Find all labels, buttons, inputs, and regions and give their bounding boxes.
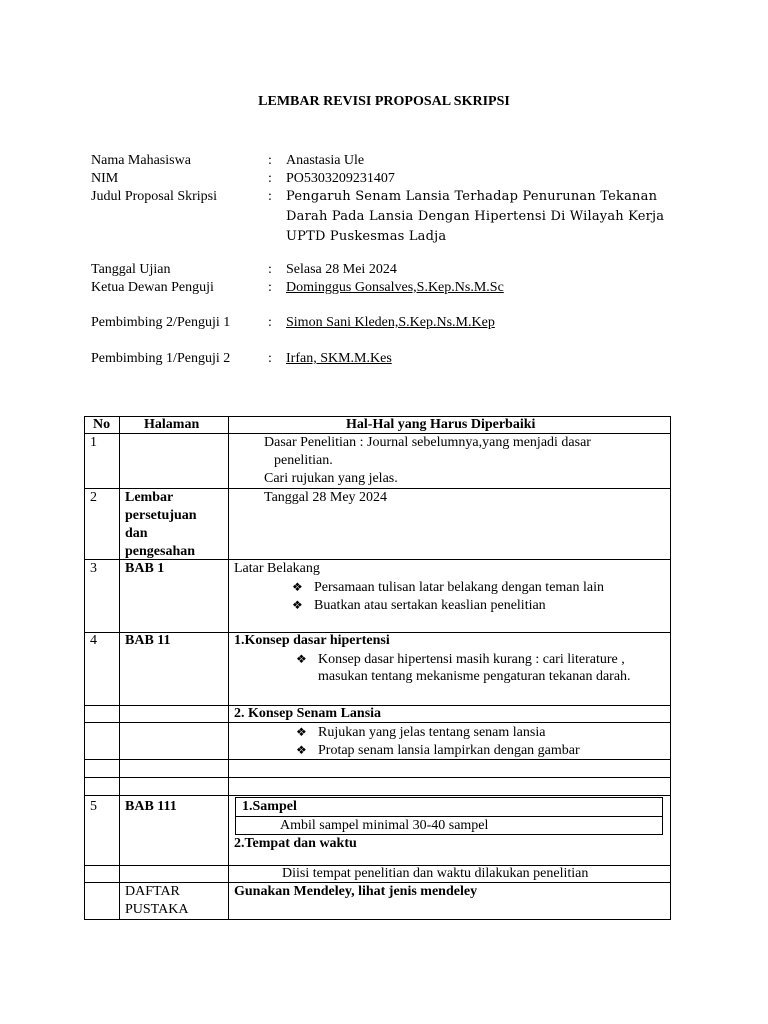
bullet-item (296, 650, 625, 669)
tanggal-value: Selasa 28 Mei 2024 (286, 262, 397, 277)
column-divider (228, 416, 229, 920)
row2-halaman: persetujuan (125, 508, 197, 523)
ketua-value: Dominggus Gonsalves,S.Kep.Ns.M.Sc (286, 280, 504, 295)
bullet-text-continued: masukan tentang mekanisme pengaturan tekanan darah. (318, 669, 631, 684)
row4-heading-1: 1.Konsep dasar hipertensi (234, 633, 390, 648)
tempat-text: Diisi tempat penelitian dan waktu dilakukan penelitian (282, 866, 589, 881)
row-number: 5 (90, 799, 97, 814)
nim-label: NIM (91, 171, 119, 186)
diamond-bullet-icon: ❖ (292, 580, 303, 594)
table-border-bottom (84, 919, 671, 920)
row5-halaman: BAB 111 (125, 799, 177, 814)
colon: : (268, 171, 272, 186)
tempat-heading: 2.Tempat dan waktu (234, 836, 357, 851)
row2-halaman: pengesahan (125, 544, 196, 559)
judul-line: UPTD Puskesmas Ladja (286, 229, 447, 244)
row2-halaman: Lembar (125, 490, 174, 505)
pembimbing-1-label: Pembimbing 1/Penguji 2 (91, 351, 231, 366)
row-number: 4 (90, 633, 97, 648)
row6-text: Gunakan Mendeley, lihat jenis mendeley (234, 884, 478, 899)
nama-value: Anastasia Ule (286, 153, 365, 168)
column-divider (119, 416, 120, 920)
colon: : (268, 189, 272, 204)
row6-halaman: DAFTAR (125, 884, 180, 899)
colon: : (268, 153, 272, 168)
row-divider (84, 777, 671, 778)
bullet-item (292, 596, 546, 615)
sampel-heading: 1.Sampel (242, 799, 297, 814)
judul-line: Darah Pada Lansia Dengan Hipertensi Di Wilayah Kerja (286, 209, 665, 224)
diamond-bullet-icon: ❖ (296, 743, 307, 757)
colon: : (268, 262, 272, 277)
pembimbing-2-label: Pembimbing 2/Penguji 1 (91, 315, 231, 330)
header-halaman: Halaman (144, 417, 200, 432)
row1-text: penelitian. (274, 453, 333, 468)
row4-halaman: BAB 11 (125, 633, 171, 648)
colon: : (268, 280, 272, 295)
row2-text: Tanggal 28 Mey 2024 (264, 490, 388, 505)
row4-heading-2: 2. Konsep Senam Lansia (234, 706, 382, 721)
row-number: 1 (90, 435, 97, 450)
tanggal-label: Tanggal Ujian (91, 262, 171, 277)
ketua-label: Ketua Dewan Penguji (91, 280, 214, 295)
colon: : (268, 351, 272, 366)
row3-halaman: BAB 1 (125, 561, 165, 576)
sampel-text: Ambil sampel minimal 30-40 sampel (280, 818, 489, 833)
row-number: 2 (90, 490, 97, 505)
document-title: LEMBAR REVISI PROPOSAL SKRIPSI (258, 94, 510, 109)
header-no: No (93, 417, 111, 432)
bullet-text: Buatkan atau sertakan keaslian penelitian (314, 598, 546, 613)
judul-label: Judul Proposal Skripsi (91, 189, 218, 204)
row-divider (84, 795, 671, 796)
row2-halaman: dan (125, 526, 148, 541)
bullet-text: Persamaan tulisan latar belakang dengan teman lain (314, 580, 605, 595)
row-number: 3 (90, 561, 97, 576)
revision-table (84, 416, 671, 920)
bullet-text: Protap senam lansia lampirkan dengan gambar (318, 743, 580, 758)
bullet-item (292, 578, 604, 597)
bullet-text: Rujukan yang jelas tentang senam lansia (318, 725, 546, 740)
diamond-bullet-icon: ❖ (292, 598, 303, 612)
row1-text: Cari rujukan yang jelas. (264, 471, 398, 486)
colon: : (268, 315, 272, 330)
row1-text: Dasar Penelitian : Journal sebelumnya,yang menjadi dasar (264, 435, 591, 450)
pembimbing-1-value: Irfan, SKM.M.Kes (286, 351, 392, 366)
judul-line: Pengaruh Senam Lansia Terhadap Penurunan Tekanan (286, 189, 658, 204)
bullet-text: Konsep dasar hipertensi masih kurang : cari literature , (318, 652, 625, 667)
bullet-item (296, 723, 545, 742)
row3-heading: Latar Belakang (234, 561, 320, 576)
bullet-item (296, 741, 580, 760)
pembimbing-2-value: Simon Sani Kleden,S.Kep.Ns.M.Kep (286, 315, 495, 330)
header-hal-diperbaiki: Hal-Hal yang Harus Diperbaiki (346, 417, 536, 432)
nama-label: Nama Mahasiswa (91, 153, 191, 168)
diamond-bullet-icon: ❖ (296, 725, 307, 739)
table-border-left (84, 416, 85, 920)
row6-halaman: PUSTAKA (125, 902, 189, 917)
table-border-right (670, 416, 671, 920)
nim-value: PO5303209231407 (286, 171, 395, 186)
diamond-bullet-icon: ❖ (296, 652, 307, 666)
